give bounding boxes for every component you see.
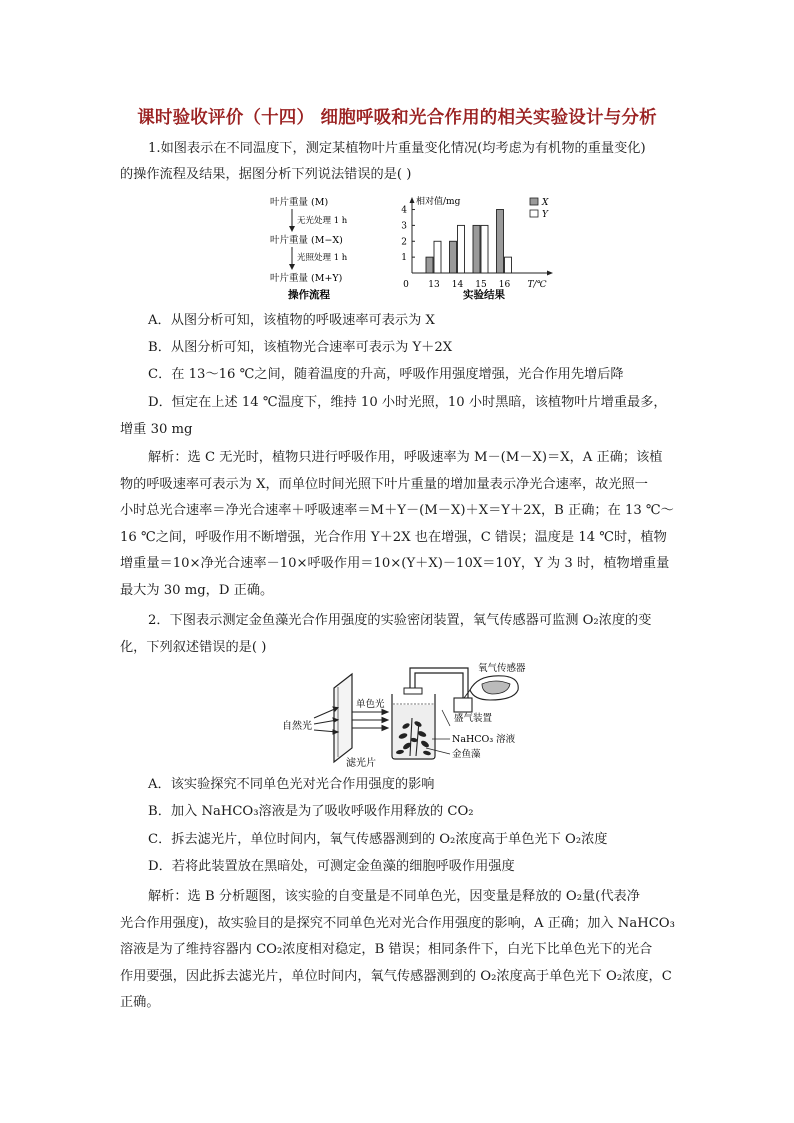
chart-xlabel: T/℃ [527, 280, 547, 290]
chart-bar-y [481, 225, 488, 273]
legend-swatch-y [530, 210, 538, 217]
q2-option-d: D．若将此装置放在黑暗处，可测定金鱼藻的细胞呼吸作用强度 [148, 859, 515, 874]
label-container-leader [442, 710, 450, 726]
chart-y-tick-label: 1 [401, 253, 407, 264]
flow-arrow-2-head [289, 264, 295, 270]
flow-chart [270, 196, 348, 301]
chart-x-tick-label: 14 [451, 280, 464, 290]
chart-origin-label: 0 [403, 280, 409, 290]
q2-apparatus-figure [282, 660, 572, 770]
flow-step-2: 叶片重量 (M−X) [270, 235, 343, 246]
label-filter: 滤光片 [346, 758, 376, 769]
q1-option-b: B．从图分析可知，该植物光合速率可表示为 Y＋2X [148, 340, 453, 355]
q2-option-b: B．加入 NaHCO₃溶液是为了吸收呼吸作用释放的 CO₂ [148, 804, 474, 819]
page-title: 课时验收评价（十四） 细胞呼吸和光合作用的相关实验设计与分析 [137, 108, 657, 128]
legend-label-y: Y [542, 210, 548, 220]
chart-x-axis-arrow [547, 271, 553, 276]
q2-analysis-line-1: 解析：选 B 分析题图，该实验的自变量是不同单色光，因变量是释放的 O₂量(代表净 [148, 889, 640, 904]
oxygen-sensor [464, 676, 518, 700]
q1-option-d-line-2: 增重 30 mg [120, 422, 193, 437]
q1-analysis-line-6: 最大为 30 mg，D 正确。 [120, 583, 274, 598]
chart-bar-y [505, 257, 512, 273]
q1-figure [262, 192, 562, 302]
q2-analysis-line-3: 溶液是为了维持容器内 CO₂浓度相对稳定，B 错误；相同条件下，白光下比单色光下的光合 [120, 942, 653, 957]
label-natural-light: 自然光 [282, 721, 312, 732]
flow-arrow-2-label: 光照处理 1 h [297, 253, 348, 263]
nahco3-solution [393, 705, 434, 758]
label-nahco3-solution: NaHCO₃ 溶液 [452, 734, 516, 745]
legend-label-x: X [542, 198, 549, 208]
filter-plate [334, 674, 352, 762]
chart-bar-y [458, 225, 465, 273]
q1-stem-line-1: 1.如图表示在不同温度下，测定某植物叶片重量变化情况(均考虑为有机物的重量变化) [148, 141, 646, 156]
label-monochrome-light: 单色光 [356, 699, 385, 710]
q1-option-a: A．从图分析可知，该植物的呼吸速率可表示为 X [148, 313, 435, 328]
q1-analysis-line-3: 小时总光合速率＝净光合速率＋呼吸速率＝M＋Y－(M－X)＋X＝Y＋2X，B 正确；在 13 ℃～ [120, 503, 674, 518]
flow-arrow-1-head [289, 226, 295, 232]
chart-bar-x [450, 241, 457, 273]
chart-x-tick-label: 13 [428, 280, 440, 290]
q1-option-d-line-1: D．恒定在上述 14 ℃温度下，维持 10 小时光照，10 小时黑暗，该植物叶片增重最多， [148, 395, 667, 410]
q2-stem-line-1: 2．下图表示测定金鱼藻光合作用强度的实验密闭装置，氧气传感器可监测 O₂浓度的变 [148, 613, 652, 628]
q2-analysis-line-5: 正确。 [120, 995, 160, 1010]
bar-chart [401, 195, 553, 301]
chart-x-tick-label: 15 [475, 280, 487, 290]
chart-x-tick-label: 16 [498, 280, 511, 290]
q2-option-c: C．拆去滤光片，单位时间内，氧气传感器测到的 O₂浓度高于单色光下 O₂浓度 [148, 832, 608, 847]
chart-y-tick-label: 3 [401, 221, 407, 232]
label-gas-container: 盛气装置 [454, 713, 493, 724]
chart-bar-x [426, 257, 433, 273]
q2-option-a: A．该实验探究不同单色光对光合作用强度的影响 [148, 777, 435, 792]
chart-bar-y [434, 241, 441, 273]
q1-analysis-line-2: 物的呼吸速率可表示为 X，而单位时间光照下叶片重量的增加量表示净光合速率，故光照一 [120, 477, 648, 492]
q1-analysis-line-1: 解析：选 C 无光时，植物只进行呼吸作用，呼吸速率为 M－(M－X)＝X，A 正确；该植 [148, 450, 663, 465]
q1-option-c: C．在 13～16 ℃之间，随着温度的升高，呼吸作用强度增强，光合作用先增后降 [148, 367, 624, 382]
chart-y-axis-arrow [410, 197, 415, 203]
flow-step-3: 叶片重量 (M+Y) [270, 273, 343, 284]
q2-analysis-line-4: 作用要强，因此拆去滤光片，单位时间内，氧气传感器测到的 O₂浓度高于单色光下 O₂浓度，C [120, 969, 672, 984]
gas-container [454, 698, 472, 712]
q1-analysis-line-5: 增重量＝10×净光合速率－10×呼吸作用＝10×(Y＋X)－10X＝10Y，Y 为 3 时，植物增重量 [120, 556, 670, 571]
monochrome-light-arrows [352, 710, 388, 731]
flow-arrow-1-label: 无光处理 1 h [297, 216, 348, 226]
q1-stem-line-2: 的操作流程及结果，据图分析下列说法错误的是( ) [120, 167, 412, 182]
q1-analysis-line-4: 16 ℃之间，呼吸作用不断增强，光合作用 Y＋2X 也在增强，C 错误；温度是 14 ℃时，植物 [120, 530, 667, 545]
flow-caption: 操作流程 [288, 289, 330, 301]
chart-bar-x [473, 225, 480, 273]
chart-y-tick-label: 2 [401, 237, 407, 248]
q2-stem-line-2: 化，下列叙述错误的是( ) [120, 640, 267, 655]
label-oxygen-sensor: 氧气传感器 [478, 663, 526, 674]
q2-analysis-line-2: 光合作用强度)，故实验目的是探究不同单色光对光合作用强度的影响，A 正确；加入 NaHCO₃ [120, 916, 675, 931]
chart-y-tick-label: 4 [401, 205, 407, 216]
legend-swatch-x [530, 198, 538, 205]
label-hornwort: 金鱼藻 [452, 749, 481, 760]
chart-ylabel: 相对值/mg [416, 197, 461, 207]
stopper [404, 688, 422, 694]
chart-bar-x [497, 210, 504, 273]
chart-caption: 实验结果 [463, 289, 505, 301]
flow-step-1: 叶片重量 (M) [270, 197, 329, 208]
